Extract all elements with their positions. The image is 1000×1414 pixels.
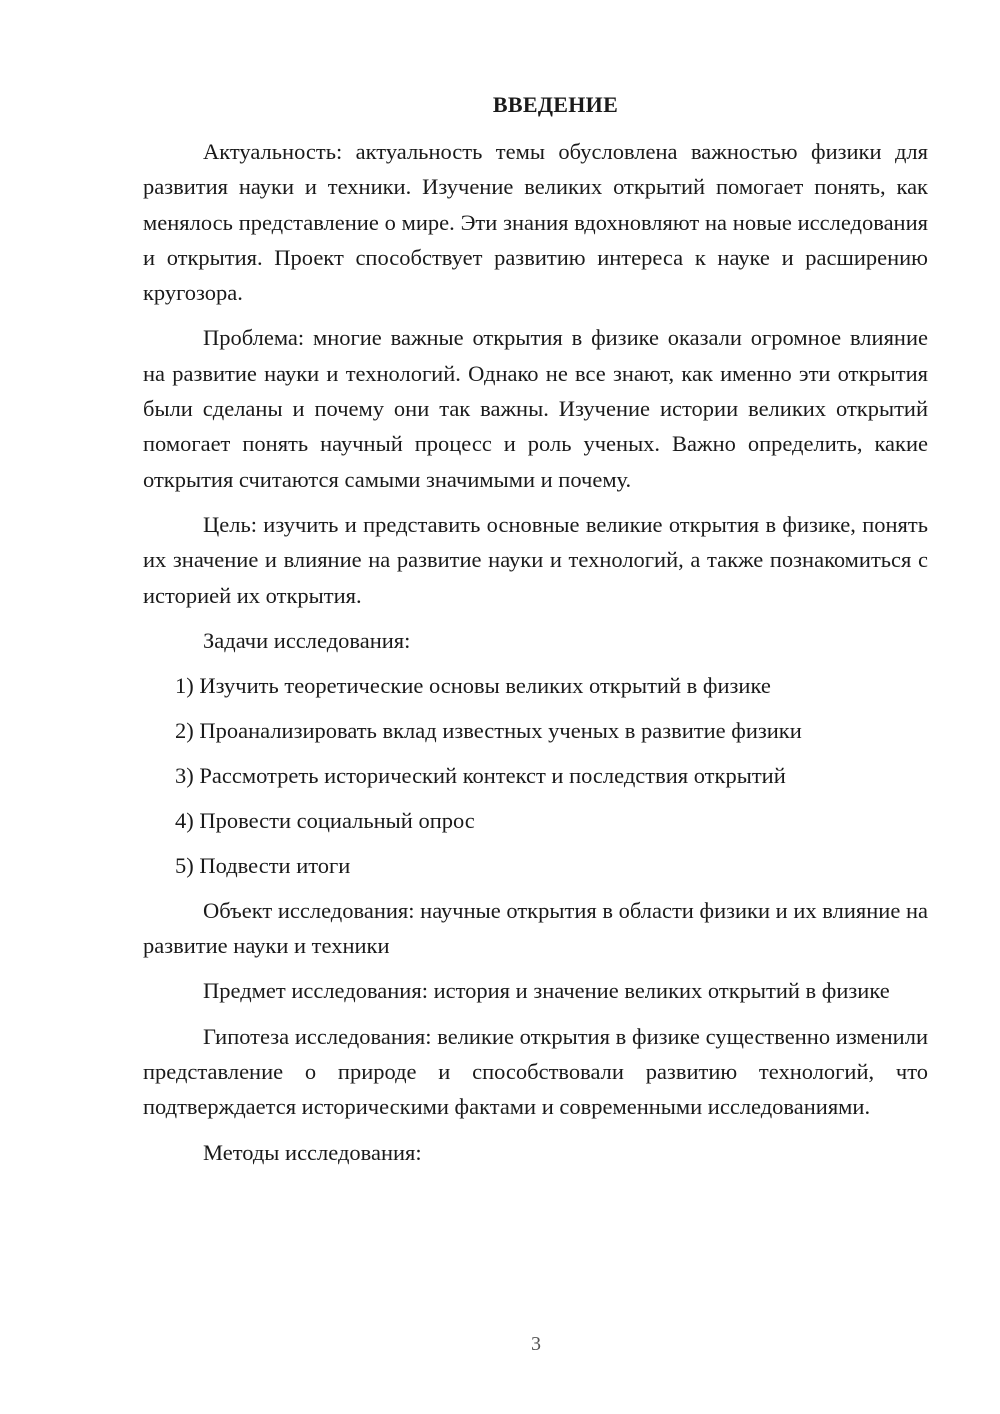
hypothesis-paragraph: Гипотеза исследования: великие открытия в физике существенно изменили представление о природе и способствовали развитию технологий, что подтверждается историческими фактами и современными исследованиями. (143, 1023, 928, 1120)
relevance-paragraph: Актуальность: актуальность темы обусловлена важностью физики для развития науки и техники. Изучение великих открытий помогает понять, как менялось представление о мире. Эти знания вдохновляют на новые исследования и открытия. Проект способствует развитию интереса к науке и расширению кругозора. (143, 139, 928, 306)
tasks-list (143, 668, 928, 883)
tasks-title: Задачи исследования: (203, 627, 411, 653)
subject-paragraph: Предмет исследования: история и значение великих открытий в физике (203, 978, 890, 1004)
task-item: 4) Провести социальный опрос (175, 807, 475, 833)
task-item: 5) Подвести итоги (175, 852, 351, 878)
object-paragraph: Объект исследования: научные открытия в области физики и их влияние на развитие науки и техники (143, 897, 928, 959)
problem-paragraph: Проблема: многие важные открытия в физике оказали огромное влияние на развитие науки и технологий. Однако не все знают, как именно эти открытия были сделаны и почему они так важны. Изучение истории великих открытий помогает понять научный процесс и роль ученых. Важно определить, какие открытия считаются самыми значимыми и почему. (143, 325, 928, 492)
section-heading: ВВЕДЕНИЕ (492, 92, 619, 117)
goal-paragraph: Цель: изучить и представить основные великие открытия в физике, понять их значение и влияние на развитие науки и технологий, а также познакомиться с историей их открытия. (143, 511, 928, 608)
methods-title: Методы исследования: (203, 1139, 422, 1165)
task-item: 2) Проанализировать вклад известных ученых в развитие физики (175, 717, 802, 743)
page-number: 3 (531, 1333, 541, 1355)
task-item: 3) Рассмотреть исторический контекст и последствия открытий (175, 762, 786, 788)
task-item: 1) Изучить теоретические основы великих открытий в физике (175, 672, 771, 698)
